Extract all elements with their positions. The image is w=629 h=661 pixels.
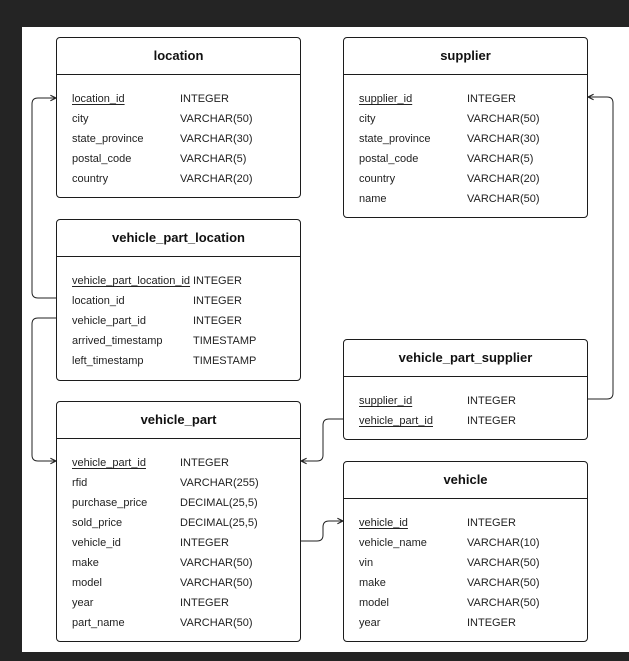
column-name: sold_price [72, 517, 123, 529]
column-name: purchase_price [72, 497, 148, 509]
column-name: state_province [72, 133, 144, 145]
column-type: INTEGER [180, 457, 229, 469]
column-name: vehicle_part_id [72, 315, 146, 327]
column-name: vin [359, 557, 374, 569]
column-row [57, 553, 300, 573]
column-type: INTEGER [467, 415, 516, 427]
column-row [344, 411, 587, 431]
column-row [344, 613, 587, 633]
column-row [57, 453, 300, 473]
column-type: VARCHAR(50) [180, 617, 253, 629]
column-row [344, 593, 587, 613]
column-name: city [359, 113, 376, 125]
column-row [57, 493, 300, 513]
key-column-name: vehicle_part_id [359, 415, 433, 427]
column-list [57, 439, 300, 633]
column-type: VARCHAR(5) [180, 153, 247, 165]
column-type: INTEGER [180, 537, 229, 549]
column-list [57, 75, 300, 189]
column-row [344, 109, 587, 129]
column-type: VARCHAR(50) [467, 557, 540, 569]
table-vehicle[interactable] [343, 461, 588, 642]
column-row [57, 291, 300, 311]
column-name: city [72, 113, 89, 125]
column-row [57, 271, 300, 291]
column-name: part_name [72, 617, 125, 629]
column-type: VARCHAR(20) [467, 173, 540, 185]
column-name: country [72, 173, 109, 185]
table-vehicle-part[interactable] [56, 401, 301, 642]
column-name: make [72, 557, 99, 569]
column-name: left_timestamp [72, 355, 144, 367]
column-row [344, 553, 587, 573]
column-name: rfid [72, 477, 88, 489]
column-name: location_id [72, 295, 125, 307]
key-column-name: supplier_id [359, 395, 413, 407]
table-title: vehicle_part [57, 402, 300, 439]
column-row [57, 513, 300, 533]
column-row [344, 533, 587, 553]
column-row [344, 149, 587, 169]
column-row [344, 89, 587, 109]
table-title: vehicle_part_supplier [344, 340, 587, 377]
column-name: make [359, 577, 386, 589]
column-type: VARCHAR(10) [467, 537, 540, 549]
column-row [57, 593, 300, 613]
column-row [57, 89, 300, 109]
column-type: VARCHAR(50) [467, 193, 540, 205]
column-row [57, 351, 300, 371]
column-name: year [359, 617, 381, 629]
column-name: postal_code [359, 153, 419, 165]
column-row [57, 129, 300, 149]
column-type: VARCHAR(255) [180, 477, 259, 489]
column-name: vehicle_id [72, 537, 121, 549]
column-row [57, 109, 300, 129]
column-type: DECIMAL(25,5) [180, 497, 258, 509]
column-type: VARCHAR(5) [467, 153, 534, 165]
column-name: year [72, 597, 94, 609]
column-name: state_province [359, 133, 431, 145]
column-type: VARCHAR(50) [467, 577, 540, 589]
column-type: INTEGER [180, 597, 229, 609]
column-row [57, 331, 300, 351]
key-column-name: vehicle_part_id [72, 457, 146, 469]
column-name: country [359, 173, 396, 185]
table-title: location [57, 38, 300, 75]
table-title: vehicle_part_location [57, 220, 300, 257]
column-type: INTEGER [467, 93, 516, 105]
table-supplier[interactable] [343, 37, 588, 218]
table-location[interactable] [56, 37, 301, 198]
column-name: model [72, 577, 102, 589]
column-row [344, 513, 587, 533]
column-type: INTEGER [193, 315, 242, 327]
column-type: INTEGER [467, 517, 516, 529]
column-type: VARCHAR(50) [467, 113, 540, 125]
column-type: INTEGER [467, 617, 516, 629]
column-type: INTEGER [193, 295, 242, 307]
column-type: DECIMAL(25,5) [180, 517, 258, 529]
key-column-name: location_id [72, 93, 125, 105]
column-list [344, 499, 587, 633]
column-type: VARCHAR(50) [180, 113, 253, 125]
table-vehicle-part-supplier[interactable] [343, 339, 588, 440]
column-type: INTEGER [467, 395, 516, 407]
column-list [344, 377, 587, 431]
column-type: TIMESTAMP [193, 355, 257, 367]
column-name: arrived_timestamp [72, 335, 163, 347]
key-column-name: supplier_id [359, 93, 413, 105]
table-title: vehicle [344, 462, 587, 499]
column-row [57, 149, 300, 169]
column-row [344, 391, 587, 411]
column-row [57, 473, 300, 493]
column-row [57, 533, 300, 553]
column-type: VARCHAR(30) [467, 133, 540, 145]
column-row [57, 169, 300, 189]
column-list [344, 75, 587, 209]
column-row [57, 613, 300, 633]
column-name: vehicle_name [359, 537, 427, 549]
column-name: postal_code [72, 153, 132, 165]
column-type: INTEGER [193, 275, 242, 287]
column-type: TIMESTAMP [193, 335, 257, 347]
column-row [344, 129, 587, 149]
column-type: INTEGER [180, 93, 229, 105]
column-name: name [359, 193, 387, 205]
column-type: VARCHAR(20) [180, 173, 253, 185]
column-name: model [359, 597, 389, 609]
column-row [344, 169, 587, 189]
column-row [344, 189, 587, 209]
column-row [344, 573, 587, 593]
column-type: VARCHAR(50) [467, 597, 540, 609]
key-column-name: vehicle_part_location_id [72, 275, 191, 287]
column-type: VARCHAR(50) [180, 577, 253, 589]
column-type: VARCHAR(50) [180, 557, 253, 569]
column-row [57, 311, 300, 331]
column-list [57, 257, 300, 371]
column-type: VARCHAR(30) [180, 133, 253, 145]
column-row [57, 573, 300, 593]
table-title: supplier [344, 38, 587, 75]
key-column-name: vehicle_id [359, 517, 408, 529]
table-vehicle-part-location[interactable] [56, 219, 301, 381]
